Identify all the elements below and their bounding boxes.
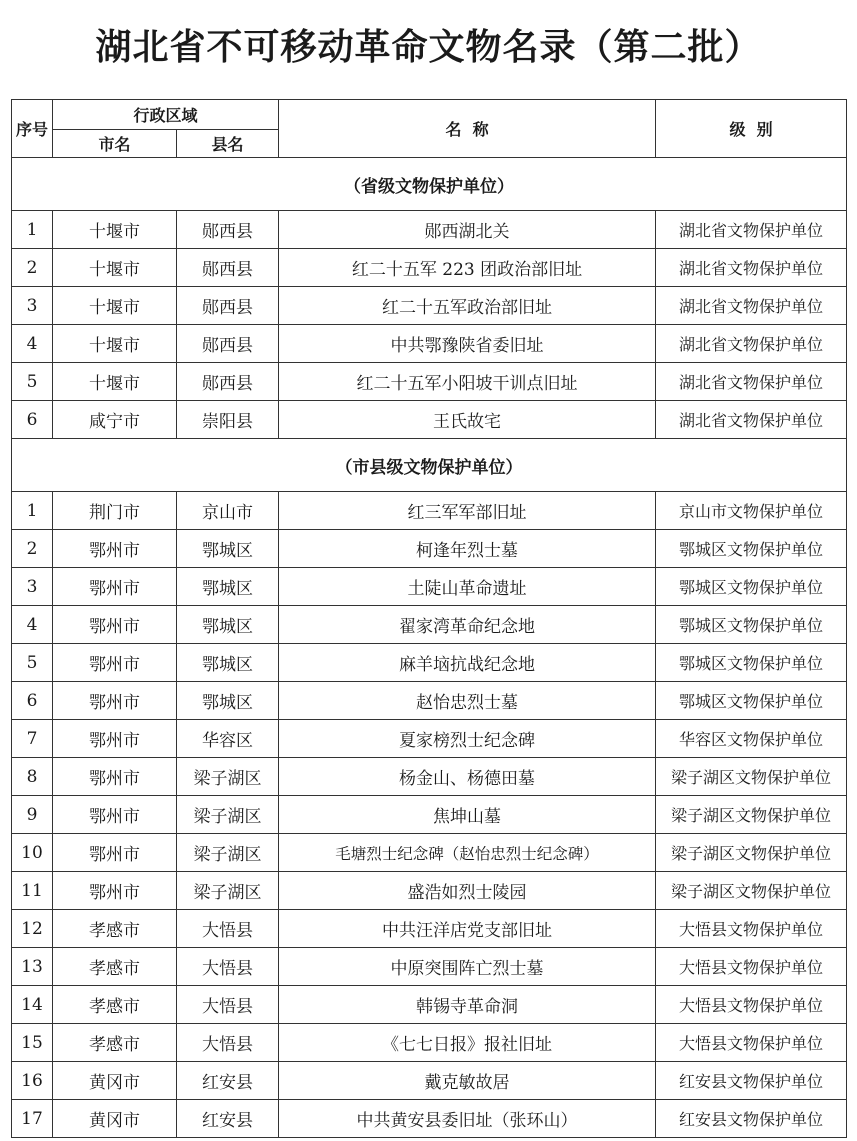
cell-no: 15 bbox=[12, 1024, 53, 1062]
cell-no: 8 bbox=[12, 758, 53, 796]
cell-name: 《七七日报》报社旧址 bbox=[279, 1024, 656, 1062]
table-row bbox=[12, 682, 847, 720]
cell-no: 5 bbox=[12, 644, 53, 682]
cell-county: 梁子湖区 bbox=[177, 834, 279, 872]
cell-city: 十堰市 bbox=[53, 211, 177, 249]
table-row bbox=[12, 606, 847, 644]
cell-level: 华容区文物保护单位 bbox=[656, 720, 847, 758]
cell-city: 鄂州市 bbox=[53, 606, 177, 644]
table-row bbox=[12, 211, 847, 249]
cell-no: 13 bbox=[12, 948, 53, 986]
cell-county: 京山市 bbox=[177, 492, 279, 530]
cell-name: 红三军军部旧址 bbox=[279, 492, 656, 530]
cell-county: 大悟县 bbox=[177, 948, 279, 986]
cell-no: 10 bbox=[12, 834, 53, 872]
cell-county: 鄂城区 bbox=[177, 644, 279, 682]
cell-level: 大悟县文物保护单位 bbox=[656, 986, 847, 1024]
table-row bbox=[12, 644, 847, 682]
cell-city: 十堰市 bbox=[53, 287, 177, 325]
cell-county: 郧西县 bbox=[177, 211, 279, 249]
cell-no: 2 bbox=[12, 249, 53, 287]
cell-name: 夏家榜烈士纪念碑 bbox=[279, 720, 656, 758]
table-row bbox=[12, 1062, 847, 1100]
cell-level: 京山市文物保护单位 bbox=[656, 492, 847, 530]
cell-city: 鄂州市 bbox=[53, 758, 177, 796]
heritage-table bbox=[11, 99, 847, 1138]
cell-level: 红安县文物保护单位 bbox=[656, 1100, 847, 1138]
cell-level: 梁子湖区文物保护单位 bbox=[656, 758, 847, 796]
table-row bbox=[12, 758, 847, 796]
cell-name: 中共鄂豫陕省委旧址 bbox=[279, 325, 656, 363]
table-row bbox=[12, 287, 847, 325]
cell-level: 湖北省文物保护单位 bbox=[656, 325, 847, 363]
table-row bbox=[12, 872, 847, 910]
table-row bbox=[12, 948, 847, 986]
document-title: 湖北省不可移动革命文物名录（第二批） bbox=[95, 27, 762, 68]
table-row bbox=[12, 796, 847, 834]
cell-no: 4 bbox=[12, 325, 53, 363]
cell-no: 16 bbox=[12, 1062, 53, 1100]
cell-city: 十堰市 bbox=[53, 249, 177, 287]
cell-city: 鄂州市 bbox=[53, 682, 177, 720]
table-row bbox=[12, 325, 847, 363]
table-row bbox=[12, 720, 847, 758]
cell-city: 荆门市 bbox=[53, 492, 177, 530]
cell-name: 麻羊垴抗战纪念地 bbox=[279, 644, 656, 682]
table-row bbox=[12, 1100, 847, 1138]
cell-no: 7 bbox=[12, 720, 53, 758]
cell-name: 郧西湖北关 bbox=[279, 211, 656, 249]
cell-no: 1 bbox=[12, 492, 53, 530]
cell-name: 中共汪洋店党支部旧址 bbox=[279, 910, 656, 948]
section-title: （市县级文物保护单位） bbox=[12, 439, 847, 492]
cell-city: 孝感市 bbox=[53, 948, 177, 986]
cell-county: 红安县 bbox=[177, 1100, 279, 1138]
section-row bbox=[12, 439, 847, 492]
cell-city: 咸宁市 bbox=[53, 401, 177, 439]
cell-name: 盛浩如烈士陵园 bbox=[279, 872, 656, 910]
cell-city: 十堰市 bbox=[53, 325, 177, 363]
cell-name: 红二十五军政治部旧址 bbox=[279, 287, 656, 325]
cell-no: 17 bbox=[12, 1100, 53, 1138]
table-row bbox=[12, 834, 847, 872]
cell-level: 梁子湖区文物保护单位 bbox=[656, 834, 847, 872]
cell-name: 赵怡忠烈士墓 bbox=[279, 682, 656, 720]
cell-city: 十堰市 bbox=[53, 363, 177, 401]
cell-city: 鄂州市 bbox=[53, 530, 177, 568]
cell-city: 孝感市 bbox=[53, 910, 177, 948]
cell-county: 红安县 bbox=[177, 1062, 279, 1100]
cell-city: 孝感市 bbox=[53, 1024, 177, 1062]
cell-no: 3 bbox=[12, 568, 53, 606]
cell-level: 湖北省文物保护单位 bbox=[656, 363, 847, 401]
cell-no: 4 bbox=[12, 606, 53, 644]
cell-name: 韩锡寺革命洞 bbox=[279, 986, 656, 1024]
cell-county: 郧西县 bbox=[177, 249, 279, 287]
cell-city: 鄂州市 bbox=[53, 796, 177, 834]
cell-county: 郧西县 bbox=[177, 363, 279, 401]
table-row bbox=[12, 568, 847, 606]
cell-no: 2 bbox=[12, 530, 53, 568]
cell-city: 黄冈市 bbox=[53, 1100, 177, 1138]
cell-level: 湖北省文物保护单位 bbox=[656, 401, 847, 439]
header-county: 县名 bbox=[177, 130, 279, 158]
cell-name: 毛塘烈士纪念碑（赵怡忠烈士纪念碑） bbox=[279, 834, 656, 872]
cell-county: 鄂城区 bbox=[177, 568, 279, 606]
cell-name: 焦坤山墓 bbox=[279, 796, 656, 834]
cell-name: 土陡山革命遗址 bbox=[279, 568, 656, 606]
cell-no: 14 bbox=[12, 986, 53, 1024]
cell-level: 梁子湖区文物保护单位 bbox=[656, 796, 847, 834]
cell-name: 戴克敏故居 bbox=[279, 1062, 656, 1100]
cell-name: 王氏故宅 bbox=[279, 401, 656, 439]
cell-city: 鄂州市 bbox=[53, 872, 177, 910]
cell-level: 鄂城区文物保护单位 bbox=[656, 644, 847, 682]
cell-county: 鄂城区 bbox=[177, 530, 279, 568]
header-city: 市名 bbox=[53, 130, 177, 158]
cell-county: 崇阳县 bbox=[177, 401, 279, 439]
table-row bbox=[12, 530, 847, 568]
table-header bbox=[12, 100, 847, 158]
table-row bbox=[12, 492, 847, 530]
cell-city: 鄂州市 bbox=[53, 568, 177, 606]
cell-name: 红二十五军小阳坡干训点旧址 bbox=[279, 363, 656, 401]
cell-level: 湖北省文物保护单位 bbox=[656, 287, 847, 325]
cell-city: 鄂州市 bbox=[53, 720, 177, 758]
table-row bbox=[12, 401, 847, 439]
cell-level: 鄂城区文物保护单位 bbox=[656, 682, 847, 720]
cell-no: 11 bbox=[12, 872, 53, 910]
cell-level: 湖北省文物保护单位 bbox=[656, 211, 847, 249]
cell-level: 鄂城区文物保护单位 bbox=[656, 530, 847, 568]
table-row bbox=[12, 249, 847, 287]
cell-no: 12 bbox=[12, 910, 53, 948]
cell-county: 大悟县 bbox=[177, 986, 279, 1024]
cell-name: 中原突围阵亡烈士墓 bbox=[279, 948, 656, 986]
table-row bbox=[12, 1024, 847, 1062]
cell-county: 梁子湖区 bbox=[177, 796, 279, 834]
cell-level: 鄂城区文物保护单位 bbox=[656, 606, 847, 644]
cell-county: 鄂城区 bbox=[177, 682, 279, 720]
cell-name: 中共黄安县委旧址（张环山） bbox=[279, 1100, 656, 1138]
cell-level: 大悟县文物保护单位 bbox=[656, 910, 847, 948]
cell-level: 梁子湖区文物保护单位 bbox=[656, 872, 847, 910]
cell-city: 鄂州市 bbox=[53, 644, 177, 682]
cell-county: 梁子湖区 bbox=[177, 872, 279, 910]
table-row bbox=[12, 910, 847, 948]
cell-county: 郧西县 bbox=[177, 325, 279, 363]
cell-name: 柯逢年烈士墓 bbox=[279, 530, 656, 568]
cell-county: 梁子湖区 bbox=[177, 758, 279, 796]
cell-county: 郧西县 bbox=[177, 287, 279, 325]
cell-no: 1 bbox=[12, 211, 53, 249]
header-seq: 序号 bbox=[12, 100, 53, 158]
cell-level: 湖北省文物保护单位 bbox=[656, 249, 847, 287]
cell-county: 鄂城区 bbox=[177, 606, 279, 644]
cell-county: 华容区 bbox=[177, 720, 279, 758]
cell-no: 6 bbox=[12, 401, 53, 439]
section-title: （省级文物保护单位） bbox=[12, 158, 847, 211]
cell-level: 大悟县文物保护单位 bbox=[656, 948, 847, 986]
header-name: 名 称 bbox=[279, 100, 656, 158]
table-row bbox=[12, 363, 847, 401]
cell-county: 大悟县 bbox=[177, 910, 279, 948]
cell-no: 9 bbox=[12, 796, 53, 834]
cell-no: 5 bbox=[12, 363, 53, 401]
table-body bbox=[12, 158, 847, 1138]
cell-county: 大悟县 bbox=[177, 1024, 279, 1062]
cell-level: 红安县文物保护单位 bbox=[656, 1062, 847, 1100]
cell-level: 鄂城区文物保护单位 bbox=[656, 568, 847, 606]
header-region: 行政区域 bbox=[53, 100, 279, 130]
cell-name: 杨金山、杨德田墓 bbox=[279, 758, 656, 796]
cell-level: 大悟县文物保护单位 bbox=[656, 1024, 847, 1062]
cell-city: 鄂州市 bbox=[53, 834, 177, 872]
cell-no: 3 bbox=[12, 287, 53, 325]
cell-name: 翟家湾革命纪念地 bbox=[279, 606, 656, 644]
cell-name: 红二十五军 223 团政治部旧址 bbox=[279, 249, 656, 287]
cell-city: 孝感市 bbox=[53, 986, 177, 1024]
section-row bbox=[12, 158, 847, 211]
table-row bbox=[12, 986, 847, 1024]
header-level: 级 别 bbox=[656, 100, 847, 158]
cell-no: 6 bbox=[12, 682, 53, 720]
cell-city: 黄冈市 bbox=[53, 1062, 177, 1100]
